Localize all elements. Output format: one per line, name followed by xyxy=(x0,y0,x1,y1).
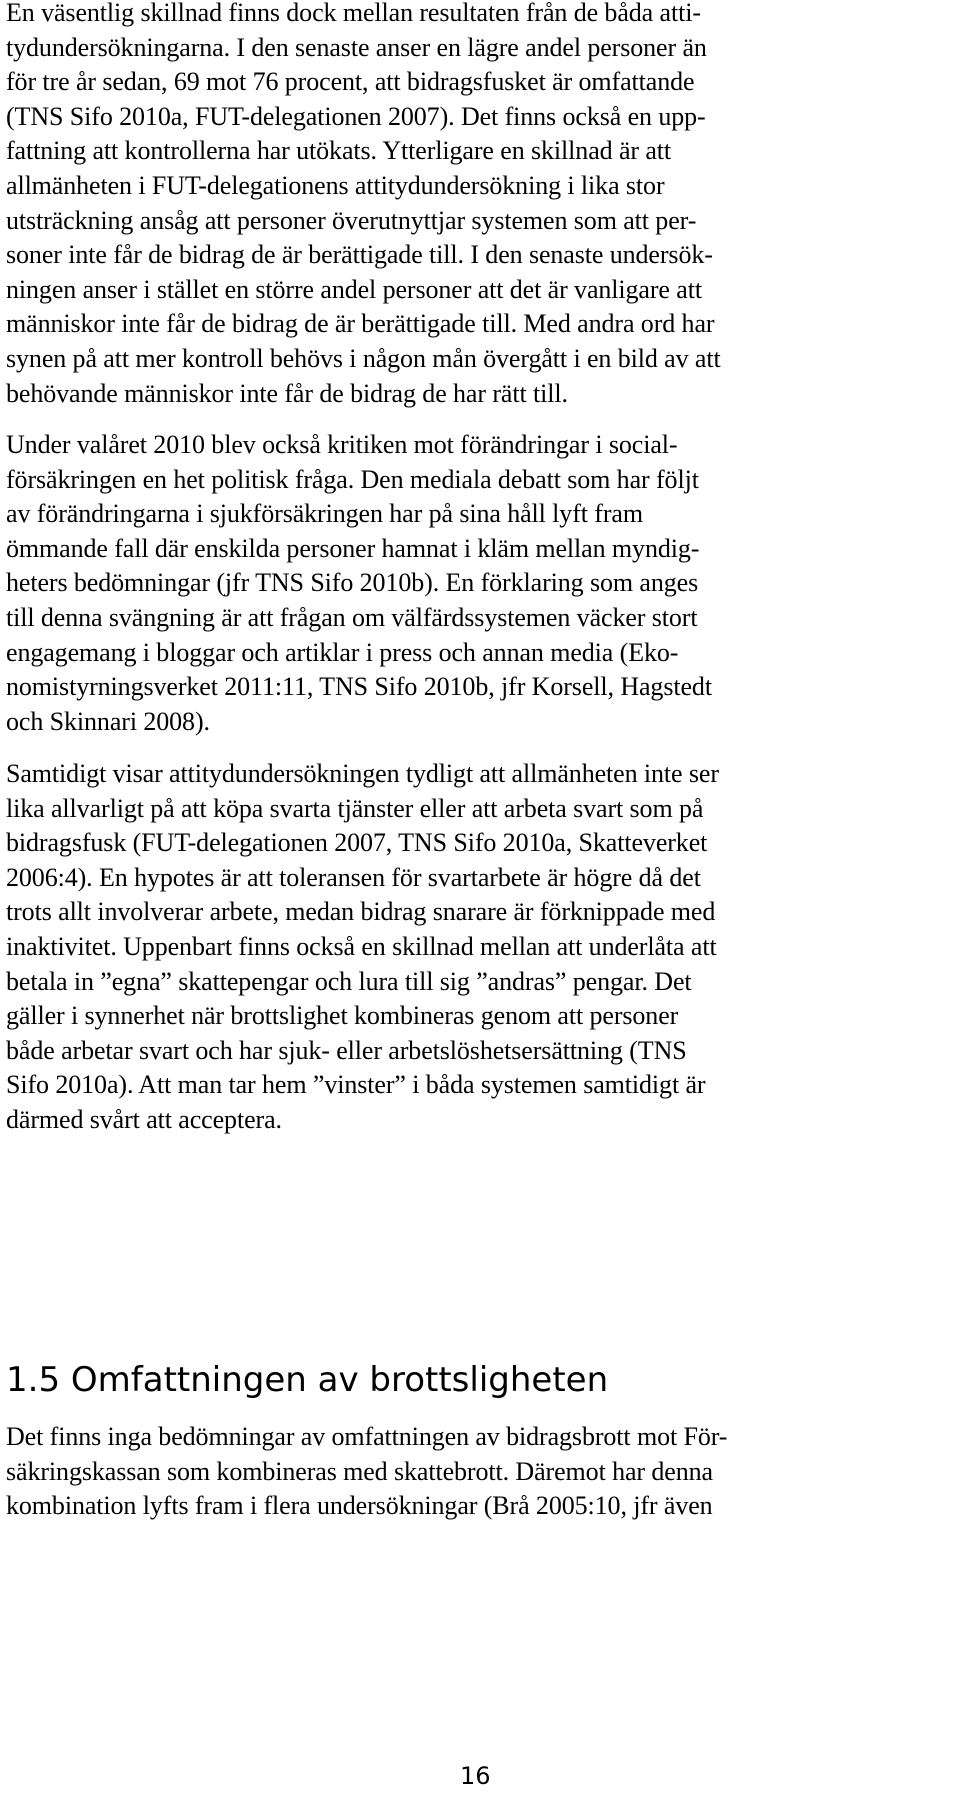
text-line: Det finns inga bedömningar av omfattningen av bidragsbrott mot För- xyxy=(6,1422,728,1451)
text-line: gäller i synnerhet när brottslighet kombineras genom att personer xyxy=(6,1001,679,1031)
text-line: betala in ”egna” skattepengar och lura till sig ”andras” pengar. Det xyxy=(6,966,692,996)
text-line: trots allt involverar arbete, medan bidrag snarare är förknippade med xyxy=(6,897,716,927)
text-line: En väsentlig skillnad finns dock mellan resultaten från de båda atti- xyxy=(6,0,701,27)
text-line: bidragsfusk (FUT-delegationen 2007, TNS Sifo 2010a, Skatteverket xyxy=(6,828,708,858)
text-line: ömmande fall där enskilda personer hamnat i kläm mellan myndig- xyxy=(6,533,700,563)
text-line: fattning att kontrollerna har utökats. Ytterligare en skillnad är att xyxy=(6,136,672,166)
text-line: människor inte får de bidrag de är berättigade till. Med andra ord har xyxy=(6,309,715,339)
section-heading: 1.5 Omfattningen av brottsligheten xyxy=(6,1360,609,1400)
paragraph-scope-of-crime xyxy=(6,1420,727,1524)
text-line: soner inte får de bidrag de är berättigade till. I den senaste undersök- xyxy=(6,240,713,270)
text-line: till denna svängning är att frågan om välfärdssystemen väcker stort xyxy=(6,602,698,632)
text-line: Sifo 2010a). Att man tar hem ”vinster” i båda systemen samtidigt är xyxy=(6,1070,706,1100)
text-line: säkringskassan som kombineras med skattebrott. Däremot har denna xyxy=(6,1456,713,1486)
text-line: utsträckning ansåg att personer överutnyttjar systemen som att per- xyxy=(6,205,697,235)
text-line: försäkringen en het politisk fråga. Den mediala debatt som har följt xyxy=(6,464,699,494)
text-line: heters bedömningar (jfr TNS Sifo 2010b). En förklaring som anges xyxy=(6,568,699,598)
text-line: därmed svårt att acceptera. xyxy=(6,1104,282,1134)
paragraph-election-year-criticism xyxy=(6,428,712,739)
text-line: Under valåret 2010 blev också kritiken mot förändringar i social- xyxy=(6,430,678,459)
text-line: och Skinnari 2008). xyxy=(6,706,210,736)
text-line: allmänheten i FUT-delegationens attitydundersökning i lika stor xyxy=(6,170,665,200)
text-line: kombination lyfts fram i flera undersökningar (Brå 2005:10, jfr även xyxy=(6,1491,713,1521)
text-line: ningen anser i stället en större andel personer att det är vanligare att xyxy=(6,274,702,304)
text-line: Samtidigt visar attitydundersökningen tydligt att allmänheten inte ser xyxy=(6,759,719,788)
text-line: för tre år sedan, 69 mot 76 procent, att bidragsfusket är omfattande xyxy=(6,67,695,97)
page-number: 16 xyxy=(460,1762,491,1790)
paragraph-tolerance-undeclared-work xyxy=(6,757,719,1138)
text-line: nomistyrningsverket 2011:11, TNS Sifo 2010b, jfr Korsell, Hagstedt xyxy=(6,672,712,702)
text-line: lika allvarligt på att köpa svarta tjänster eller att arbeta svart som på xyxy=(6,793,704,823)
text-line: av förändringarna i sjukförsäkringen har på sina håll lyft fram xyxy=(6,499,643,529)
text-line: (TNS Sifo 2010a, FUT-delegationen 2007). Det finns också en upp- xyxy=(6,101,706,131)
text-line: inaktivitet. Uppenbart finns också en skillnad mellan att underlåta att xyxy=(6,931,717,961)
text-line: behövande människor inte får de bidrag de har rätt till. xyxy=(6,378,568,408)
text-line: tydundersökningarna. I den senaste anser en lägre andel personer än xyxy=(6,32,707,62)
text-line: både arbetar svart och har sjuk- eller arbetslöshetsersättning (TNS xyxy=(6,1035,687,1065)
text-line: synen på att mer kontroll behövs i någon mån övergått i en bild av att xyxy=(6,343,721,373)
text-line: 2006:4). En hypotes är att toleransen för svartarbete är högre då det xyxy=(6,862,701,892)
paragraph-attitude-differences xyxy=(6,0,721,411)
text-line: engagemang i bloggar och artiklar i press och annan media (Eko- xyxy=(6,637,679,667)
